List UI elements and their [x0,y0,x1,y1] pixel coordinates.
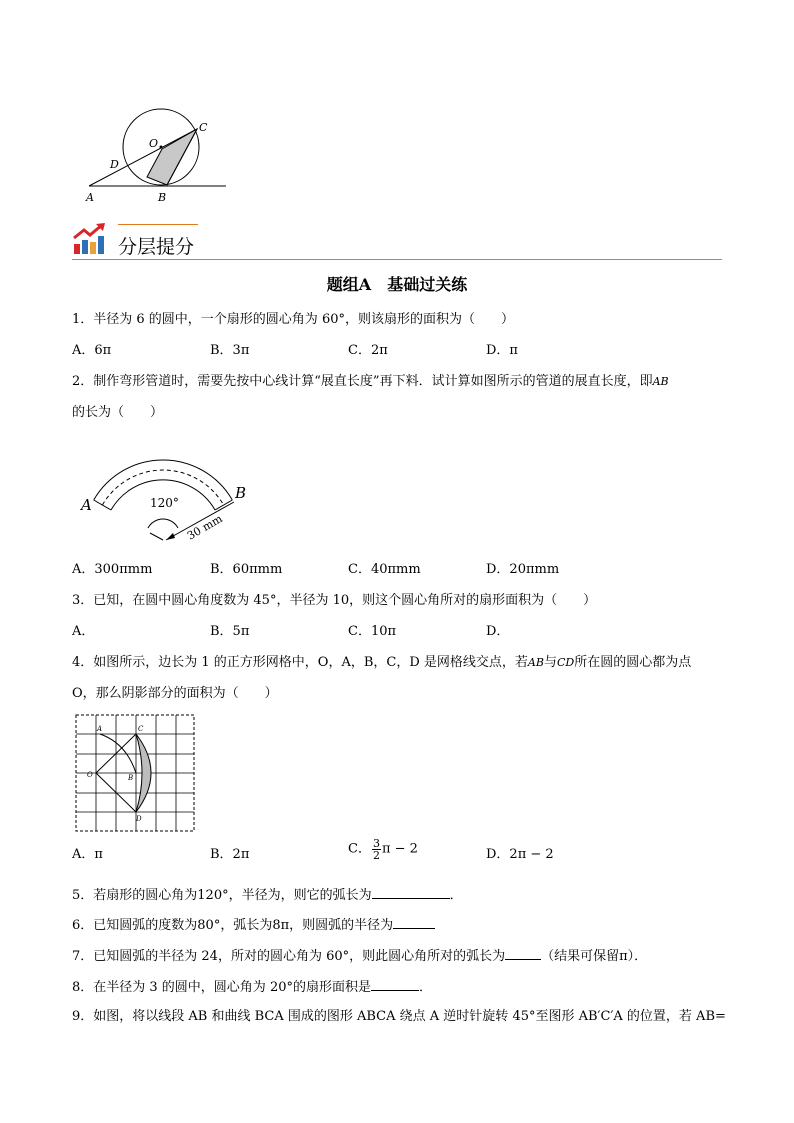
q4-option-c-prefix: C． [348,841,371,857]
q7-answer-blank[interactable] [505,945,541,960]
label-b: B [128,774,134,782]
q4-option-b: B．2π [210,847,250,862]
q2-option-d: D．20πmm [486,562,560,577]
q2-line1 [72,373,669,391]
q4-line2: O，那么阴影部分的面积为（ ） [72,686,278,701]
q5-answer-blank[interactable] [372,884,450,899]
q5-after: ． [449,888,463,903]
q1-option-c: C．2π [348,343,388,358]
q7-after: （结果可保留π）． [541,949,648,964]
q9-text: 9．如图，将以线段 AB 和曲线 BCA 围成的图形 ABCA 绕点 A 逆时针旋转 45°至图形 AB′C′A 的位置，若 AB= [72,1009,726,1024]
q1-option-a: A．6π [72,343,112,358]
grid-lines [76,715,194,831]
tangent-circle-figure [80,105,240,207]
q4-option-c-numerator: 3 [372,837,380,850]
q4-option-c-suffix: π − 2 [381,841,418,857]
center-dot [160,146,163,149]
q3-option-c: C．10π [348,624,397,639]
q4-option-d: D．2π − 2 [486,847,554,862]
q5 [72,884,463,905]
grid-figure [74,713,196,833]
dimension-arrow [166,533,175,540]
q1-option-d: D．π [486,343,518,358]
q4-option-c-fraction [372,838,381,861]
q2-line1-text: 2．制作弯形管道时，需要先按中心线计算“展直长度”再下料．试计算如图所示的管道的展直长度，即 [72,374,653,389]
q6 [72,914,435,935]
q4-option-a: A．π [72,847,103,862]
label-c: C [199,121,208,134]
q3-option-a: A． [72,624,95,639]
q7-before: 7．已知圆弧的半径为 24，所对的圆心角为 60°，则此圆心角所对的弧长为 [72,949,506,964]
label-o: O [87,771,93,779]
q2-option-a: A．300πmm [72,562,153,577]
q3-option-d: D． [486,624,510,639]
left-radius [150,533,163,540]
q8 [72,976,432,997]
label-d: D [110,158,119,171]
q4-line1-c: 所在圆的圆心都为点 [574,655,692,670]
q6-before: 6．已知圆弧的度数为80°，弧长为8π，则圆弧的半径为 [72,918,394,933]
q1-option-b: B．3π [210,343,250,358]
q3-option-b: B．5π [210,624,250,639]
q5-before: 5．若扇形的圆心角为120°，半径为 [72,888,281,903]
q4-line1-a: 4．如图所示，边长为 1 的正方形网格中，O，A，B，C，D 是网格线交点，若 [72,655,528,670]
q5-middle: ，则它的弧长为 [280,888,372,903]
q4-option-c-denominator: 2 [372,849,380,862]
angle-arc [148,519,178,528]
label-a: A [81,496,92,514]
label-o: O [149,137,159,150]
label-b: B [158,191,167,204]
q4-line1-b: 与 [543,655,557,670]
section-header-top-rule [118,224,198,225]
right-end [215,500,232,510]
label-c: C [138,725,144,733]
q4-option-c [348,838,418,861]
q8-answer-blank[interactable] [371,976,419,991]
label-a: A [86,191,94,204]
q2-line2: 的长为（ ） [72,405,164,420]
q8-after: ． [418,980,432,995]
section-title: 分层提分 [118,236,195,258]
q8-before: 8．在半径为 3 的圆中，圆心角为 20°的扇形面积是 [72,980,371,995]
label-d: D [136,815,142,823]
q4-arc2: CD [556,656,575,669]
section-header-rule [72,259,722,260]
q6-answer-blank[interactable] [393,914,435,929]
length-label: 30 mm [185,512,225,543]
bar-chart-up-arrow-icon [72,222,108,256]
q7 [72,945,647,966]
pipe-figure [78,440,258,545]
label-b: B [235,484,247,502]
q2-option-c: C．40πmm [348,562,421,577]
q1-text: 1．半径为 6 的圆中，一个扇形的圆心角为 60°，则该扇形的面积为（ ） [72,312,514,327]
q2-arc: AB [652,375,669,388]
label-a: A [97,725,103,733]
q4-arc1: AB [527,656,544,669]
left-end [94,500,111,510]
q4-line1 [72,654,691,672]
q3-text: 3．已知，在圆中圆心角度数为 45°，半径为 10，则这个圆心角所对的扇形面积为（ ） [72,593,597,608]
angle-label: 120° [150,496,179,510]
group-title: 题组A 基础过关练 [326,275,468,294]
q2-option-b: B．60πmm [210,562,283,577]
